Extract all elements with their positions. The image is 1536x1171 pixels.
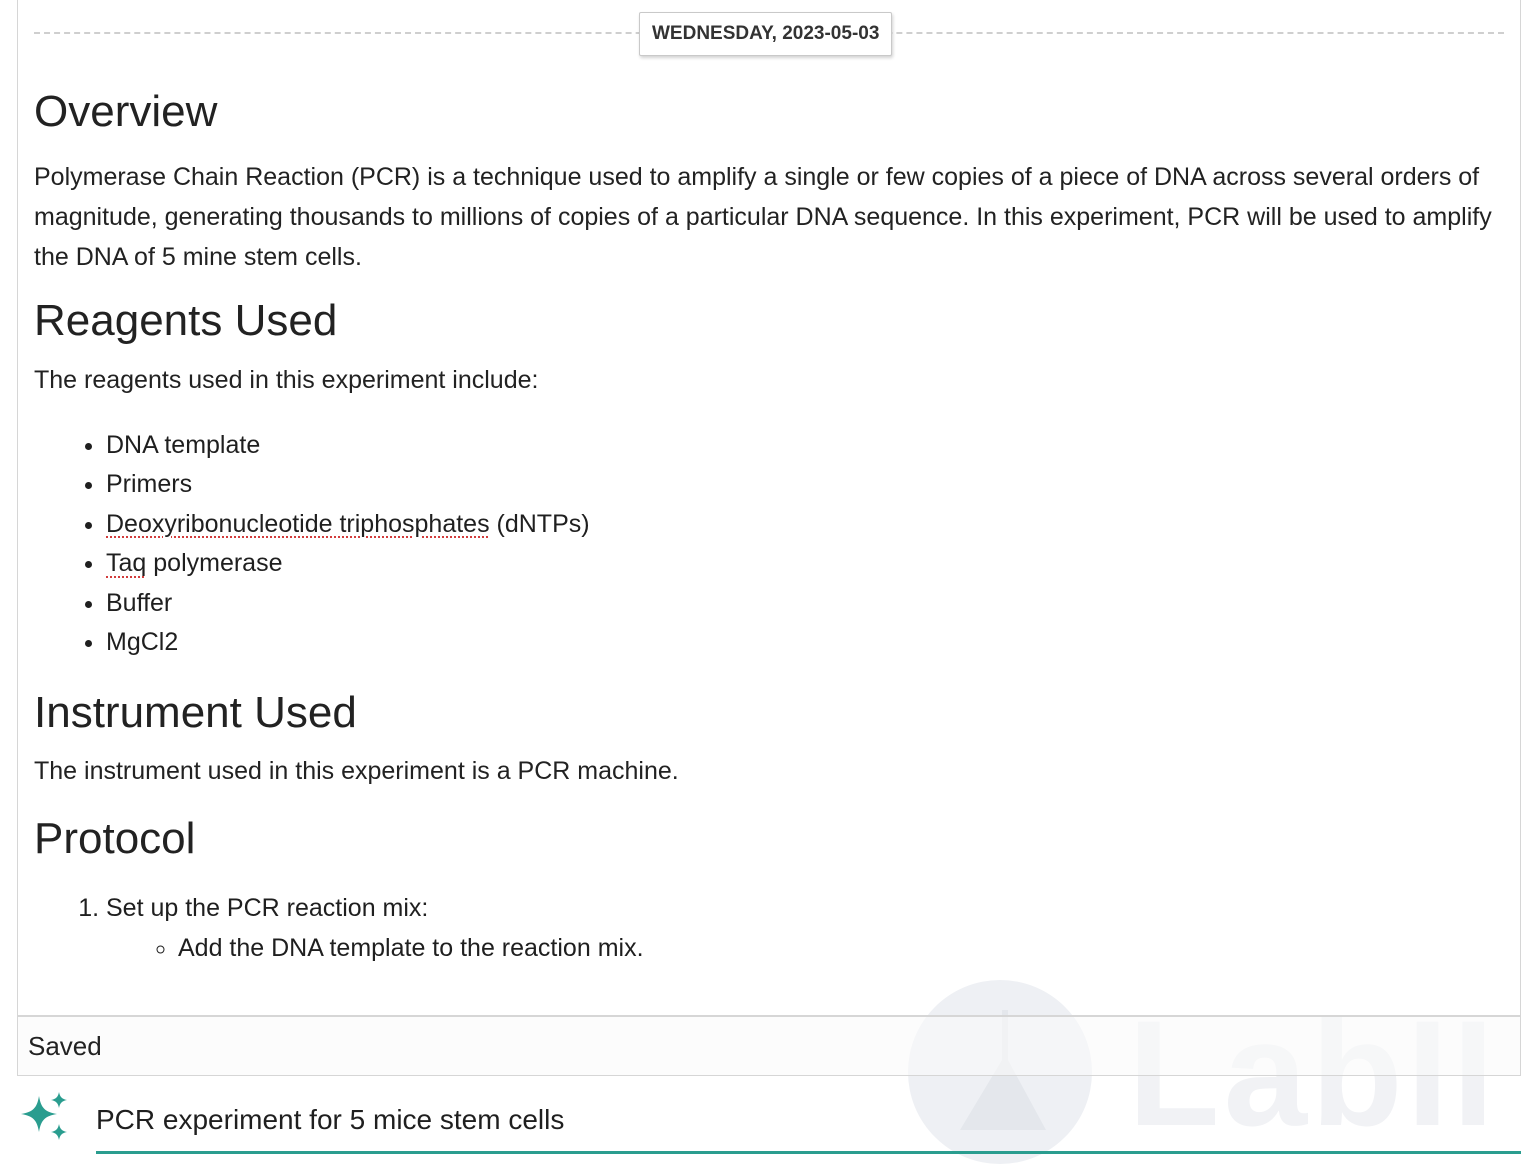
protocol-step	[106, 888, 1514, 968]
protocol-step-text: Set up the PCR reaction mix:	[106, 894, 429, 923]
protocol-substeps	[106, 928, 1514, 968]
protocol-steps	[34, 888, 1514, 968]
protocol-substep: ◦ Add the DNA template to the reaction mix.	[178, 928, 1514, 968]
spell-flagged-text: Taq polymerase	[106, 549, 283, 578]
overview-text: Polymerase Chain Reaction (PCR) is a technique used to amplify a single or few copies of a piece of DNA across several orders of magnitude, generating thousands to millions of copies of a particular DNA sequence. In this experiment, PCR will be used to amplify the DNA of 5 mine stem cells.	[34, 162, 1492, 271]
list-item: • MgCl2	[106, 623, 1514, 663]
spell-flagged-word: Taq	[106, 549, 147, 578]
editor-status-bar	[17, 1016, 1521, 1076]
experiment-title-input[interactable]	[96, 1088, 1521, 1154]
reagents-list	[34, 426, 1514, 663]
list-item: • DNA template	[106, 426, 1514, 466]
spell-flagged-text: Deoxyribonucleotide triphosphates	[106, 509, 490, 538]
editor-content[interactable]	[34, 86, 1514, 968]
experiment-title-row	[17, 1088, 1521, 1164]
reagents-intro: The reagents used in this experiment include:	[34, 365, 539, 394]
date-badge: WEDNESDAY, 2023-05-03	[639, 12, 892, 56]
overview-heading: Overview	[34, 87, 218, 136]
instrument-heading: Instrument Used	[34, 687, 357, 737]
list-item: • Buffer	[106, 584, 1514, 624]
notebook-editor[interactable]	[17, 0, 1521, 1016]
list-item	[106, 544, 1514, 584]
list-item: • Primers	[106, 465, 1514, 505]
list-item	[106, 505, 1514, 545]
sparkles-icon[interactable]	[17, 1090, 71, 1144]
instrument-text: The instrument used in this experiment is a PCR machine.	[34, 757, 679, 786]
save-status: Saved	[28, 1031, 102, 1061]
list-item-suffix: (dNTPs)	[489, 509, 590, 538]
protocol-heading: Protocol	[34, 814, 196, 864]
reagents-heading: Reagents Used	[34, 295, 338, 345]
